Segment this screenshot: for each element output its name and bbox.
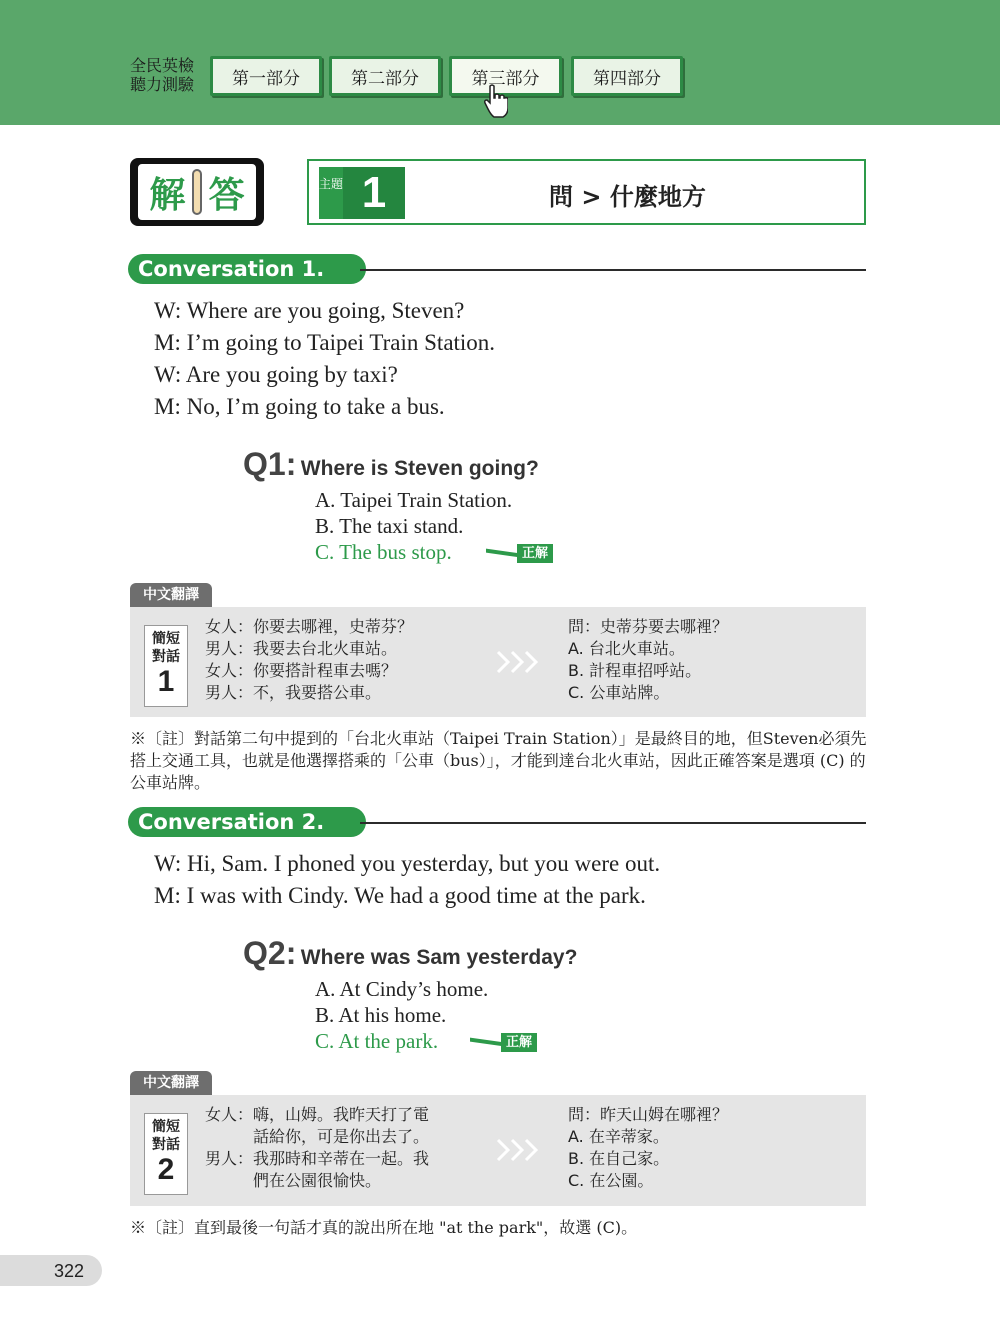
correct-answer-tag [486, 544, 556, 563]
dialog-line: W: Are you going by taxi? [154, 362, 398, 387]
translation-option: A. 台北火車站。 [568, 639, 685, 658]
translation-question: 問：史蒂芬要去哪裡？ [568, 617, 729, 636]
dialog-line: M: No, I’m going to take a bus. [154, 394, 445, 419]
page-number: 322 [54, 1261, 85, 1281]
translation-box [130, 1095, 866, 1206]
book-title-line2: 聽力測驗 [130, 75, 195, 94]
conversation-1-heading: Conversation 1. [128, 254, 366, 284]
book-title-line1: 全民英檢 [130, 56, 195, 75]
page-number-tab [0, 1255, 102, 1286]
conversation-2-heading: Conversation 2. [128, 807, 366, 837]
divider-line [360, 269, 866, 271]
translation-line: 女人：嗨，山姆。我昨天打了電 [205, 1105, 430, 1124]
arrow-icon [486, 549, 520, 558]
question-text: Where is Steven going? [300, 457, 539, 480]
dialog-line: M: I’m going to Taipei Train Station. [154, 330, 496, 355]
badge-char-2: 答 [208, 174, 245, 216]
option-c-correct: C. At the park. [315, 1029, 439, 1053]
topic-label: 主題 [319, 167, 343, 219]
header-bar [0, 0, 1000, 125]
badge-char-1: 解 [149, 174, 186, 216]
binder-ring-icon [192, 169, 202, 215]
correct-label: 正解 [501, 1033, 537, 1052]
option-c-correct: C. The bus stop. [315, 540, 452, 564]
translation-line: 們在公園很愉快。 [205, 1171, 382, 1190]
card-label-line2: 對話 [152, 1137, 180, 1153]
card-number: 1 [157, 665, 175, 698]
question-text: Where was Sam yesterday? [300, 946, 578, 969]
topic-number: 1 [343, 167, 405, 219]
question-number: Q2: [243, 935, 297, 971]
topic-title: 問 > 什麼地方 [549, 183, 706, 211]
translation-question: 問：昨天山姆在哪裡？ [568, 1105, 729, 1124]
dialog-line: W: Hi, Sam. I phoned you yesterday, but you were out. [154, 851, 661, 876]
translation-box [130, 607, 866, 717]
translation-line: 男人：我那時和辛蒂在一起。我 [205, 1149, 430, 1168]
option-a: A. Taipei Train Station. [315, 488, 513, 512]
note-text: ※〔註〕對話第二句中提到的「台北火車站（Taipei Train Station）」是最終目的地，但Steven必須先搭上交通工具，也就是他選擇搭乘的「公車（bus）」，才能到達台北火車站，因此正確答案是選項 (C) 的公車站牌。 [130, 729, 867, 792]
dialog-line: W: Where are you going, Steven? [154, 298, 465, 323]
short-dialog-card [144, 1113, 188, 1195]
short-dialog-card [144, 625, 188, 707]
chevrons-icon [496, 649, 540, 675]
correct-answer-tag [470, 1033, 540, 1052]
card-label-line2: 對話 [152, 649, 180, 665]
arrow-icon [470, 1038, 504, 1047]
option-a: A. At Cindy’s home. [315, 977, 489, 1001]
translation-option: B. 在自己家。 [568, 1149, 670, 1168]
card-number: 2 [157, 1153, 175, 1186]
answer-badge [130, 158, 264, 226]
question-1 [243, 446, 539, 483]
card-label [145, 1118, 187, 1154]
divider-line [360, 822, 866, 824]
translation-option: A. 在辛蒂家。 [568, 1127, 669, 1146]
translation-line: 女人：你要去哪裡，史蒂芬？ [205, 617, 414, 636]
book-title [130, 56, 194, 94]
tab-part-2[interactable]: 第二部分 [329, 56, 441, 96]
card-label [145, 630, 187, 666]
translation-tab: 中文翻譯 [130, 1071, 212, 1095]
tab-part-3[interactable]: 第三部分 [449, 56, 562, 96]
card-label-line1: 簡短 [152, 1119, 180, 1135]
translation-option: C. 在公園。 [568, 1171, 654, 1190]
question-number: Q1: [243, 446, 297, 482]
translation-line: 女人：你要搭計程車去嗎？ [205, 661, 398, 680]
question-2 [243, 935, 577, 972]
translation-line: 話給你，可是你出去了。 [205, 1127, 430, 1146]
option-b: B. The taxi stand. [315, 514, 464, 538]
translation-tab: 中文翻譯 [130, 583, 212, 607]
tab-part-1[interactable]: 第一部分 [210, 56, 322, 96]
translation-line: 男人：我要去台北火車站。 [205, 639, 398, 658]
option-b: B. At his home. [315, 1003, 447, 1027]
correct-label: 正解 [517, 544, 553, 563]
hand-cursor-icon [482, 84, 508, 118]
note-text: ※〔註〕直到最後一句話才真的說出所在地 "at the park"，故選 (C)。 [130, 1218, 638, 1237]
card-label-line1: 簡短 [152, 631, 180, 647]
dialog-line: M: I was with Cindy. We had a good time at the park. [154, 883, 646, 908]
translation-option: C. 公車站牌。 [568, 683, 670, 702]
translation-option: B. 計程車招呼站。 [568, 661, 702, 680]
chevrons-icon [496, 1137, 540, 1163]
tab-part-4[interactable]: 第四部分 [571, 56, 683, 96]
topic-box [307, 159, 866, 225]
translation-line: 男人：不，我要搭公車。 [205, 683, 382, 702]
